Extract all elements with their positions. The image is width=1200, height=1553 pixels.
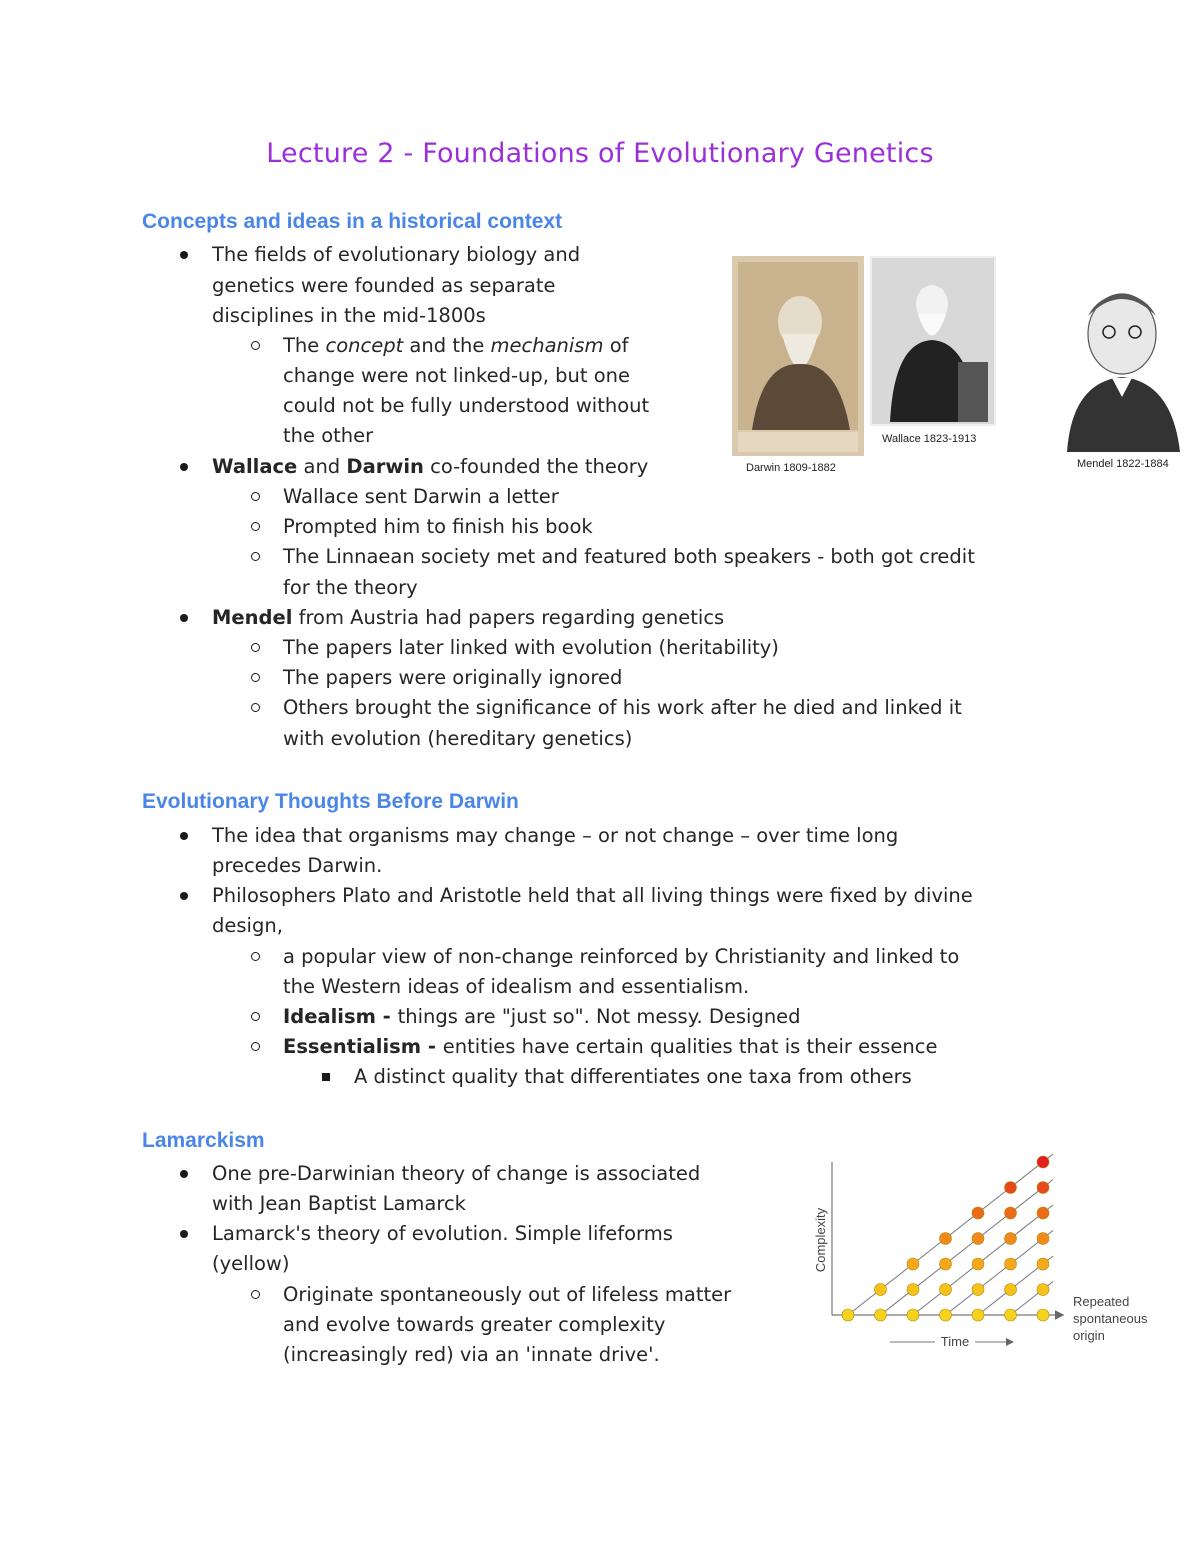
bullet-circle-icon <box>251 522 260 531</box>
bullet-circle-icon <box>251 673 260 682</box>
list-item-text: Wallace sent Darwin a letter <box>283 485 559 508</box>
complexity-dot <box>1037 1258 1049 1270</box>
list-item <box>0 482 1200 512</box>
list-item-text: The Linnaean society met and featured both speakers - both got credit <box>283 545 975 568</box>
list-item-text: A distinct quality that differentiates one taxa from others <box>354 1065 912 1088</box>
bullet-circle-icon <box>251 703 260 712</box>
complexity-dot <box>875 1309 887 1321</box>
list-item-text: Originate spontaneously out of lifeless matter <box>283 1283 732 1306</box>
bullet-dot-icon <box>180 832 188 840</box>
list-item <box>0 633 1200 663</box>
list-item-text: Others brought the significance of his work after he died and linked it <box>283 696 962 719</box>
complexity-dot <box>1037 1309 1049 1321</box>
list-item <box>0 603 1200 633</box>
origin-label-line2: spontaneous <box>1073 1311 1148 1326</box>
list-item-text: Lamarck's theory of evolution. Simple lifeforms <box>212 1222 673 1245</box>
list-item-text: with Jean Baptist Lamarck <box>212 1192 466 1215</box>
origin-label-line3: origin <box>1073 1328 1105 1343</box>
list-item <box>0 512 1200 542</box>
complexity-dot <box>1005 1309 1017 1321</box>
list-item-text: with evolution (hereditary genetics) <box>283 727 633 750</box>
list-item <box>0 663 1200 693</box>
list-item <box>0 1002 1200 1032</box>
section-heading-before-darwin: Evolutionary Thoughts Before Darwin <box>142 790 519 813</box>
list-item-continuation <box>0 911 1200 941</box>
complexity-dot <box>1037 1182 1049 1194</box>
list-item-continuation <box>0 851 1200 881</box>
complexity-dot <box>1037 1284 1049 1296</box>
list-item-text: The idea that organisms may change – or not change – over time long <box>212 824 899 847</box>
y-axis-label: Complexity <box>813 1207 828 1273</box>
x-axis-label: Time <box>940 1334 970 1349</box>
complexity-dot <box>1005 1233 1017 1245</box>
list-item-text: genetics were founded as separate <box>212 274 556 297</box>
origin-label-line1: Repeated <box>1073 1294 1130 1309</box>
section-heading-lamarckism: Lamarckism <box>142 1129 265 1152</box>
complexity-dot <box>972 1233 984 1245</box>
complexity-dot <box>1005 1258 1017 1270</box>
page-title: Lecture 2 - Foundations of Evolutionary Genetics <box>266 138 934 169</box>
bullet-dot-icon <box>180 1170 188 1178</box>
bullet-dot-icon <box>180 463 188 471</box>
complexity-dot <box>842 1309 854 1321</box>
lineage-line <box>946 1231 1054 1316</box>
list-item-text: Essentialism - entities have certain qualities that is their essence <box>283 1035 938 1058</box>
bullet-circle-icon <box>251 1042 260 1051</box>
list-item-text: Philosophers Plato and Aristotle held that all living things were fixed by divine <box>212 884 973 907</box>
complexity-dot <box>1037 1233 1049 1245</box>
list-item-text: The fields of evolutionary biology and <box>212 243 581 266</box>
complexity-dot <box>1037 1156 1049 1168</box>
section-heading-historical: Concepts and ideas in a historical context <box>142 210 563 233</box>
bullet-dot-icon <box>180 251 188 259</box>
complexity-dot <box>940 1309 952 1321</box>
list-item-text: Prompted him to finish his book <box>283 515 593 538</box>
lamarck-diagram <box>800 1150 1170 1355</box>
complexity-dot <box>972 1207 984 1219</box>
mendel-photo <box>1047 252 1200 452</box>
complexity-dot <box>875 1284 887 1296</box>
complexity-dot <box>1037 1207 1049 1219</box>
bullet-circle-icon <box>251 1290 260 1299</box>
bullet-square-icon <box>322 1073 330 1081</box>
mendel-caption: Mendel 1822-1884 <box>1077 458 1169 470</box>
complexity-dot <box>907 1284 919 1296</box>
complexity-dot <box>940 1258 952 1270</box>
list-item-text: disciplines in the mid-1800s <box>212 304 486 327</box>
list-item-continuation <box>0 724 1200 754</box>
bullet-dot-icon <box>180 1230 188 1238</box>
complexity-dot <box>907 1258 919 1270</box>
wallace-caption: Wallace 1823-1913 <box>882 433 977 445</box>
list-item-text: change were not linked-up, but one <box>283 364 631 387</box>
darwin-caption: Darwin 1809-1882 <box>746 462 836 474</box>
list-item-continuation <box>0 573 1200 603</box>
bullet-dot-icon <box>180 614 188 622</box>
bullet-circle-icon <box>251 552 260 561</box>
list-item-text: The papers were originally ignored <box>283 666 623 689</box>
list-item <box>0 542 1200 572</box>
bullet-circle-icon <box>251 952 260 961</box>
complexity-dot <box>972 1284 984 1296</box>
complexity-dot <box>907 1309 919 1321</box>
list-item-text: (yellow) <box>212 1252 290 1275</box>
complexity-dot <box>972 1309 984 1321</box>
list-item <box>0 942 1200 972</box>
list-item-text: Mendel from Austria had papers regarding genetics <box>212 606 725 629</box>
list-item-text: (increasingly red) via an 'innate drive'. <box>283 1343 660 1366</box>
complexity-dot <box>1005 1207 1017 1219</box>
list-item-text: Wallace and Darwin co-founded the theory <box>212 455 649 478</box>
lineage-line <box>881 1180 1054 1316</box>
list-item-text: for the theory <box>283 576 418 599</box>
complexity-dot <box>1005 1182 1017 1194</box>
list-item-text: a popular view of non-change reinforced by Christianity and linked to <box>283 945 960 968</box>
list-item-text: One pre-Darwinian theory of change is associated <box>212 1162 701 1185</box>
list-item-text: could not be fully understood without <box>283 394 650 417</box>
complexity-dot <box>1005 1284 1017 1296</box>
complexity-dots <box>842 1156 1049 1321</box>
list-item-text: the other <box>283 424 374 447</box>
bullet-circle-icon <box>251 643 260 652</box>
complexity-dot <box>940 1284 952 1296</box>
bullet-circle-icon <box>251 341 260 350</box>
list-item-continuation <box>0 972 1200 1002</box>
list-item-text: and evolve towards greater complexity <box>283 1313 666 1336</box>
complexity-dot <box>972 1258 984 1270</box>
list-item <box>0 881 1200 911</box>
list-item <box>0 1032 1200 1062</box>
list-item-text: precedes Darwin. <box>212 854 383 877</box>
bullet-dot-icon <box>180 892 188 900</box>
portraits-svg <box>722 252 1200 480</box>
bullet-circle-icon <box>251 492 260 501</box>
list-item-text: The papers later linked with evolution (heritability) <box>283 636 779 659</box>
bullet-circle-icon <box>251 1012 260 1021</box>
list-item-text: design, <box>212 914 283 937</box>
list-item-text: The concept and the mechanism of <box>283 334 629 357</box>
complexity-dot <box>940 1233 952 1245</box>
list-item-text: the Western ideas of idealism and essentialism. <box>283 975 750 998</box>
list-item <box>0 693 1200 723</box>
list-item-text: Idealism - things are "just so". Not messy. Designed <box>283 1005 801 1028</box>
list-item <box>0 821 1200 851</box>
portraits-figure <box>722 252 1200 480</box>
list-item <box>0 1062 1200 1092</box>
